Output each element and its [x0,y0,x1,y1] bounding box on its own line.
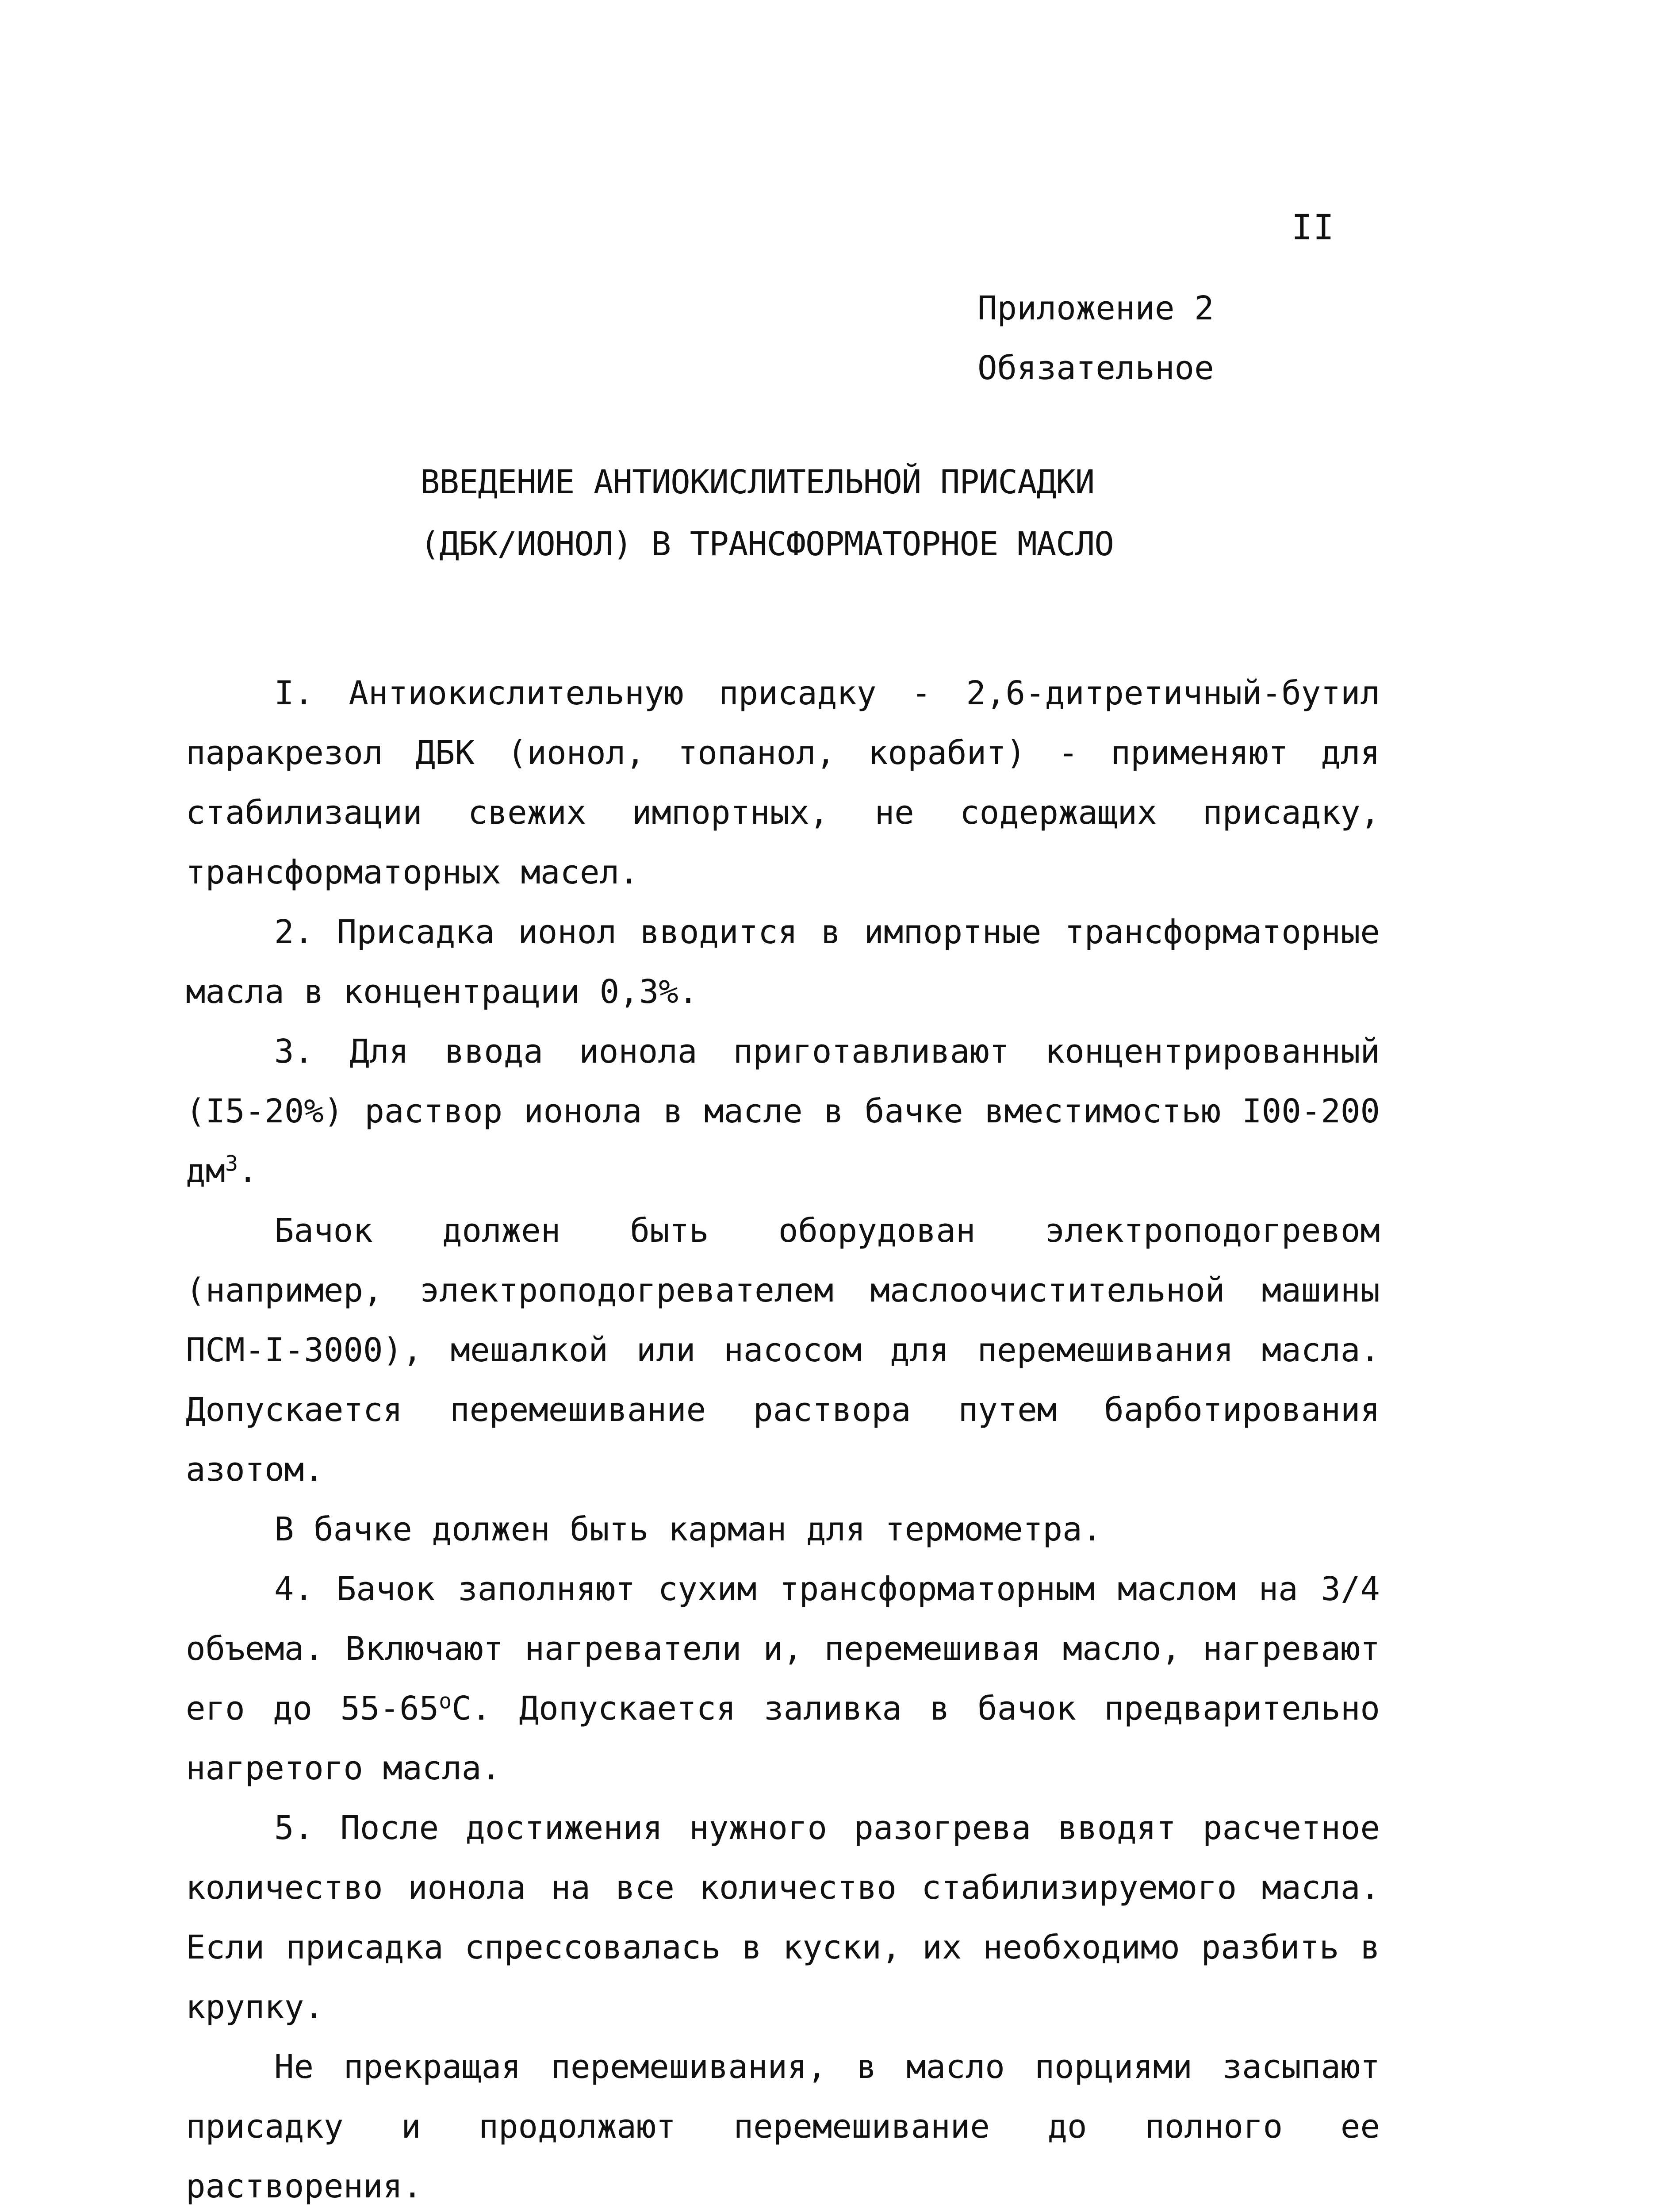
paragraph-5: В бачке должен быть карман для термометра. [274,1510,1102,1548]
document-title [420,451,1114,575]
paragraph-6 [186,1559,1380,1798]
paragraph-8: Не прекращая перемешивания, в масло порциями засыпают присадку и продолжают перемешивание до полного ее растворения. [186,2048,1380,2205]
appendix-status: Обязательное [977,349,1214,387]
paragraph-2: 2. Присадка ионол вводится в импортные трансформаторные масла в концентрации 0,3%. [186,913,1380,1011]
page-number: II [1292,208,1335,248]
degree-superscript: о [439,1689,452,1714]
paragraph-1: I. Антиокислительную присадку - 2,6-дитретичный-бутил паракрезол ДБК (ионол, топанол, корабит) - применяют для стабилизации свежих импортных, не содержащих присадку, трансформаторных масел. [186,674,1380,891]
title-line-1: ВВЕДЕНИЕ АНТИОКИСЛИТЕЛЬНОЙ ПРИСАДКИ [420,463,1095,501]
paragraph-3 [186,1022,1380,1201]
document-body [186,664,1380,2212]
paragraph-3-end: . [238,1152,258,1190]
cubic-superscript: 3 [225,1151,238,1176]
title-line-2: (ДБК/ИОНОЛ) В ТРАНСФОРМАТОРНОЕ МАСЛО [420,525,1114,563]
appendix-label: Приложение 2 [977,289,1214,327]
paragraph-6-text: 4. Бачок заполняют сухим трансформаторным маслом на 3/4 объема. Включают нагреватели и, перемешивая масло, нагревают его до 55-65 [186,1570,1380,1728]
paragraph-4: Бачок должен быть оборудован электроподогревом (например, электроподогревателем маслоочистительной машины ПСМ-I-3000), мешалкой или насосом для перемешивания масла. Допускается перемешивание раствора путем барботирования азотом. [186,1212,1380,1489]
appendix-header [977,279,1214,398]
paragraph-3-text: 3. Для ввода ионола приготавливают концентрированный (I5-20%) раствор ионола в масле в бачке вместимостью I00-200 дм [186,1033,1380,1190]
paragraph-7: 5. После достижения нужного разогрева вводят расчетное количество ионола на все количество стабилизируемого масла. Если присадка спрессовалась в куски, их необходимо разбить в крупку. [186,1809,1380,2026]
paragraph-6-end: С. Допускается заливка в бачок предварительно нагретого масла. [186,1690,1380,1787]
